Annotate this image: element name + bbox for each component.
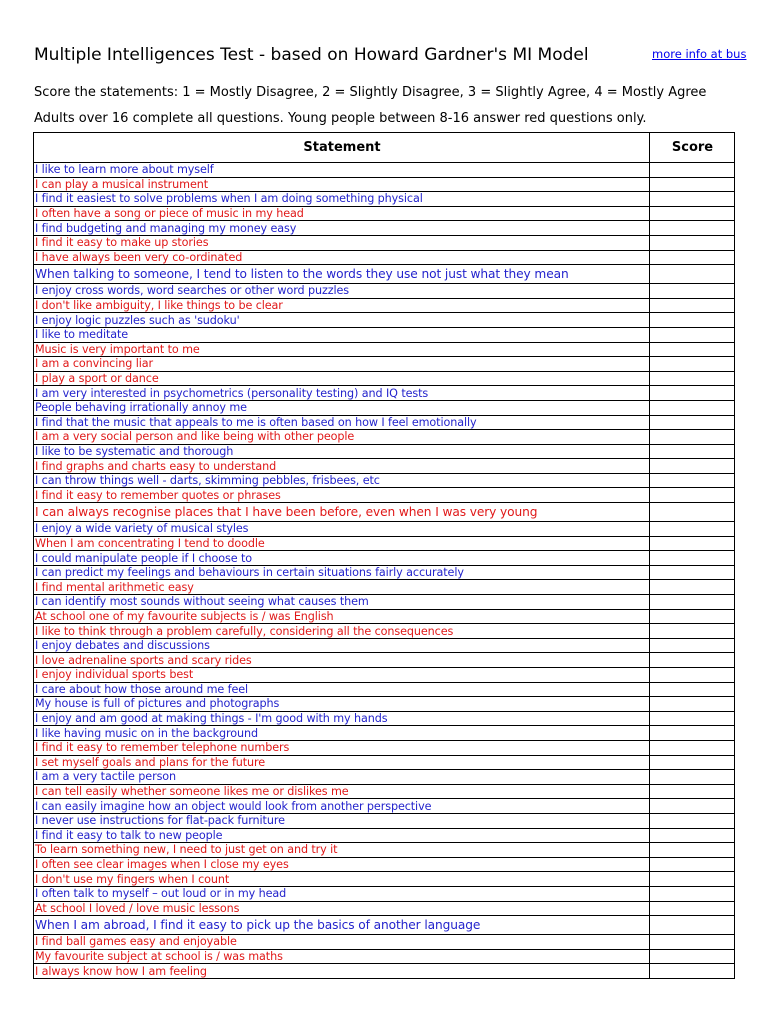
table-row [34,711,735,726]
table-row [34,265,735,284]
table-row [34,784,735,799]
table-row [34,551,735,566]
table-row [34,624,735,639]
table-row [34,770,735,785]
table-row [34,682,735,697]
table-row [34,726,735,741]
statement-cell: I enjoy a wide variety of musical styles [34,522,650,537]
statement-cell: When I am abroad, I find it easy to pick up the basics of another language [34,916,650,935]
table-row [34,813,735,828]
table-row [34,192,735,207]
statement-cell: When talking to someone, I tend to listen to the words they use not just what they mean [34,265,650,284]
table-row [34,386,735,401]
statement-cell: I find it easy to talk to new people [34,828,650,843]
statement-cell: I care about how those around me feel [34,682,650,697]
statement-cell: I am very interested in psychometrics (personality testing) and IQ tests [34,386,650,401]
table-row [34,595,735,610]
table-body [34,163,735,979]
statement-cell: My favourite subject at school is / was maths [34,949,650,964]
table-row [34,857,735,872]
table-row [34,949,735,964]
statement-cell: I like to think through a problem carefully, considering all the consequences [34,624,650,639]
score-cell[interactable] [650,206,735,221]
table-row [34,901,735,916]
score-cell[interactable] [650,298,735,313]
statement-cell: I enjoy logic puzzles such as 'sudoku' [34,313,650,328]
statement-cell: I am a convincing liar [34,357,650,372]
score-cell[interactable] [650,843,735,858]
score-cell[interactable] [650,444,735,459]
score-cell[interactable] [650,327,735,342]
score-cell[interactable] [650,503,735,522]
score-cell[interactable] [650,580,735,595]
statement-cell: To learn something new, I need to just get on and try it [34,843,650,858]
table-header-row [34,133,735,163]
score-cell[interactable] [650,668,735,683]
table-row [34,886,735,901]
score-cell[interactable] [650,163,735,178]
score-cell[interactable] [650,177,735,192]
score-cell[interactable] [650,872,735,887]
statement-cell: I play a sport or dance [34,371,650,386]
score-cell[interactable] [650,935,735,950]
score-cell[interactable] [650,770,735,785]
statement-cell: I can tell easily whether someone likes me or dislikes me [34,784,650,799]
statement-cell: I always know how I am feeling [34,964,650,979]
score-cell[interactable] [650,192,735,207]
score-cell[interactable] [650,536,735,551]
table-row [34,964,735,979]
score-cell[interactable] [650,784,735,799]
table-row [34,313,735,328]
statement-cell: I find that the music that appeals to me is often based on how I feel emotionally [34,415,650,430]
score-cell[interactable] [650,901,735,916]
table-row [34,536,735,551]
table-row [34,740,735,755]
score-cell[interactable] [650,755,735,770]
table-row [34,503,735,522]
score-cell[interactable] [650,828,735,843]
statement-cell: I find budgeting and managing my money easy [34,221,650,236]
score-cell[interactable] [650,595,735,610]
statement-cell: I can throw things well - darts, skimming pebbles, frisbees, etc [34,473,650,488]
statement-cell: I like to learn more about myself [34,163,650,178]
score-cell[interactable] [650,726,735,741]
table-row [34,342,735,357]
statement-cell: I never use instructions for flat-pack furniture [34,813,650,828]
score-cell[interactable] [650,400,735,415]
score-cell[interactable] [650,265,735,284]
score-cell[interactable] [650,473,735,488]
score-cell[interactable] [650,799,735,814]
table-row [34,828,735,843]
statement-cell: My house is full of pictures and photographs [34,697,650,712]
score-cell[interactable] [650,964,735,979]
table-row [34,430,735,445]
table-row [34,565,735,580]
statement-cell: I am a very social person and like being with other people [34,430,650,445]
score-cell[interactable] [650,857,735,872]
table-row [34,580,735,595]
statement-cell: People behaving irrationally annoy me [34,400,650,415]
score-cell[interactable] [650,886,735,901]
statement-cell: I find ball games easy and enjoyable [34,935,650,950]
table-row [34,488,735,503]
table-row [34,935,735,950]
statement-cell: I have always been very co-ordinated [34,250,650,265]
score-cell[interactable] [650,357,735,372]
table-row [34,163,735,178]
score-cell[interactable] [650,430,735,445]
table-row [34,444,735,459]
statement-cell: I find it easy to make up stories [34,235,650,250]
table-row [34,473,735,488]
statement-cell: I like to meditate [34,327,650,342]
questionnaire-table [33,132,735,979]
score-cell[interactable] [650,711,735,726]
score-cell[interactable] [650,415,735,430]
score-cell[interactable] [650,916,735,935]
score-column-header: Score [650,133,735,163]
score-cell[interactable] [650,551,735,566]
score-cell[interactable] [650,235,735,250]
table-row [34,799,735,814]
score-cell[interactable] [650,371,735,386]
statement-cell: I find it easy to remember quotes or phrases [34,488,650,503]
table-row [34,327,735,342]
table-row [34,250,735,265]
table-row [34,638,735,653]
statement-cell: I could manipulate people if I choose to [34,551,650,566]
table-row [34,298,735,313]
statement-cell: I don't use my fingers when I count [34,872,650,887]
score-cell[interactable] [650,813,735,828]
score-cell[interactable] [650,653,735,668]
table-row [34,371,735,386]
statement-cell: I find it easiest to solve problems when I am doing something physical [34,192,650,207]
score-cell[interactable] [650,459,735,474]
score-cell[interactable] [650,740,735,755]
score-cell[interactable] [650,284,735,299]
score-cell[interactable] [650,697,735,712]
score-cell[interactable] [650,565,735,580]
statement-cell: I often talk to myself – out loud or in my head [34,886,650,901]
statement-cell: I find graphs and charts easy to understand [34,459,650,474]
table-row [34,697,735,712]
table-row [34,400,735,415]
table-row [34,755,735,770]
score-cell[interactable] [650,488,735,503]
page-title: Multiple Intelligences Test - based on Howard Gardner's MI Model [34,45,589,65]
statement-cell: I enjoy and am good at making things - I'm good with my hands [34,711,650,726]
score-cell[interactable] [650,250,735,265]
score-cell[interactable] [650,624,735,639]
scoring-instructions: Score the statements: 1 = Mostly Disagree, 2 = Slightly Disagree, 3 = Slightly Agree, 4 = Mostly Agree [34,85,707,100]
statement-cell: When I am concentrating I tend to doodle [34,536,650,551]
score-cell[interactable] [650,522,735,537]
table-row [34,206,735,221]
score-cell[interactable] [650,949,735,964]
statement-cell: I can play a musical instrument [34,177,650,192]
table-row [34,415,735,430]
statement-cell: I like to be systematic and thorough [34,444,650,459]
table-row [34,177,735,192]
table-row [34,653,735,668]
statement-cell: At school one of my favourite subjects is / was English [34,609,650,624]
score-cell[interactable] [650,342,735,357]
statement-cell: Music is very important to me [34,342,650,357]
statement-cell: I often have a song or piece of music in my head [34,206,650,221]
statement-cell: I often see clear images when I close my eyes [34,857,650,872]
table-row [34,668,735,683]
statement-column-header: Statement [34,133,650,163]
score-cell[interactable] [650,313,735,328]
score-cell[interactable] [650,386,735,401]
statement-cell: I can predict my feelings and behaviours in certain situations fairly accurately [34,565,650,580]
statement-cell: I like having music on in the background [34,726,650,741]
score-cell[interactable] [650,682,735,697]
statement-cell: At school I loved / love music lessons [34,901,650,916]
statement-cell: I can always recognise places that I have been before, even when I was very young [34,503,650,522]
statement-cell: I am a very tactile person [34,770,650,785]
table-row [34,459,735,474]
statement-cell: I can identify most sounds without seeing what causes them [34,595,650,610]
table-row [34,609,735,624]
statement-cell: I set myself goals and plans for the future [34,755,650,770]
table-row [34,357,735,372]
table-row [34,872,735,887]
statement-cell: I don't like ambiguity, I like things to be clear [34,298,650,313]
table-row [34,843,735,858]
score-cell[interactable] [650,221,735,236]
statement-cell: I enjoy cross words, word searches or other word puzzles [34,284,650,299]
table-row [34,522,735,537]
statement-cell: I love adrenaline sports and scary rides [34,653,650,668]
audience-instructions: Adults over 16 complete all questions. Young people between 8-16 answer red questions only. [34,111,647,126]
statement-cell: I find it easy to remember telephone numbers [34,740,650,755]
score-cell[interactable] [650,638,735,653]
table-row [34,221,735,236]
statement-cell: I can easily imagine how an object would look from another perspective [34,799,650,814]
table-row [34,916,735,935]
statement-cell: I find mental arithmetic easy [34,580,650,595]
statement-cell: I enjoy individual sports best [34,668,650,683]
table-row [34,284,735,299]
table-row [34,235,735,250]
statement-cell: I enjoy debates and discussions [34,638,650,653]
more-info-link[interactable]: more info at bus [652,47,747,61]
score-cell[interactable] [650,609,735,624]
